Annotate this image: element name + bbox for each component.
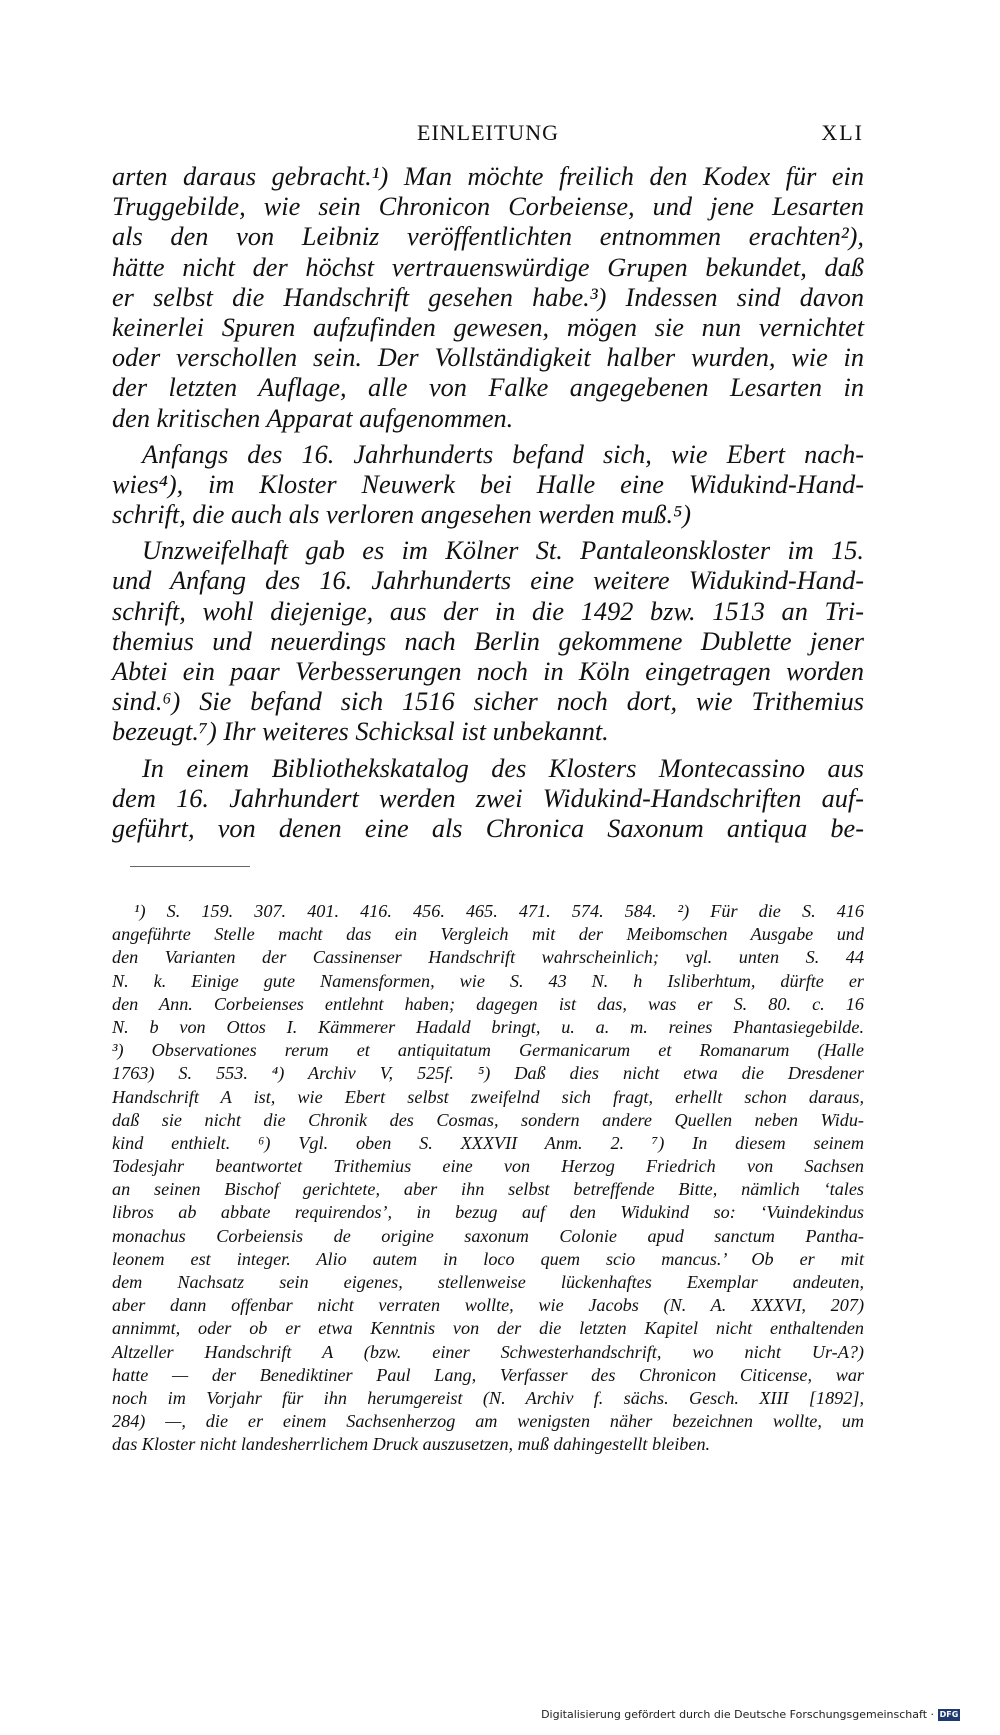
- footnote-line: den Ann. Corbeienses entlehnt haben; dagegen ist das, was er S. 80. c. 16: [112, 993, 864, 1014]
- text-line: schrift, wohl diejenige, aus der in die 1492 bzw. 1513 an Tri-: [112, 596, 864, 626]
- text-line: oder verschollen sein. Der Vollständigkeit halber wurden, wie in: [112, 343, 864, 373]
- footnote-line: libros ab abbate requirendos’, in bezug auf den Widukind so: ‘Vuindekindus: [112, 1202, 864, 1223]
- page-number: XLI: [821, 120, 864, 145]
- footnote-line: N. b von Ottos I. Kämmerer Hadald bringt, u. a. m. reines Phantasiegebilde.: [112, 1016, 864, 1037]
- footnote-line: den Varianten der Cassinenser Handschrift wahrscheinlich; vgl. unten S. 44: [112, 947, 864, 968]
- footnote-line: dem Nachsatz sein eigenes, stellenweise lückenhaftes Exemplar andeuten,: [112, 1272, 864, 1292]
- text-line: schrift, die auch als verloren angesehen werden muß.⁵): [112, 500, 692, 530]
- footnote-line: aber dann offenbar nicht verraten wollte, wie Jacobs (N. A. XXXVI, 207): [112, 1295, 864, 1316]
- footnote-line: an seinen Bischof gerichtete, aber ihn selbst betreffende Bitte, nämlich ‘tales: [112, 1179, 864, 1200]
- footnote-line: daß sie nicht die Chronik des Cosmas, sondern andere Quellen neben Widu-: [112, 1109, 864, 1130]
- footnote-line: Altzeller Handschrift A (bzw. einer Schwesterhandschrift, wo nicht Ur-A?): [112, 1341, 864, 1362]
- running-title: EINLEITUNG: [417, 120, 559, 145]
- text-line: und Anfang des 16. Jahrhunderts eine weitere Widukind-Hand-: [112, 566, 864, 596]
- footnote-line: 1763) S. 553. ⁴) Archiv V, 525f. ⁵) Daß dies nicht etwa die Dresdener: [112, 1063, 864, 1084]
- text-line: er selbst die Handschrift gesehen habe.³) Indessen sind davon: [112, 282, 864, 312]
- footnote-line: das Kloster nicht landesherrlichem Druck auszusetzen, muß dahingestellt bleiben.: [112, 1434, 711, 1455]
- text-line: keinerlei Spuren aufzufinden gewesen, mögen sie nun vernichtet: [112, 312, 864, 342]
- text-line: den kritischen Apparat aufgenommen.: [112, 403, 514, 433]
- text-line: geführt, von denen eine als Chronica Saxonum antiqua be-: [112, 813, 864, 843]
- footnote-line: 284) —, die er einem Sachsenherzog am wenigsten näher bezeichnen wollte, um: [112, 1411, 864, 1432]
- footnote-line: monachus Corbeiensis de origine saxonum Colonie apud sanctum Pantha-: [112, 1225, 864, 1246]
- footnote-line: Todesjahr beantwortet Trithemius eine von Herzog Friedrich von Sachsen: [112, 1156, 864, 1177]
- footnote-line: ³) Observationes rerum et antiquitatum Germanicarum et Romanarum (Halle: [112, 1040, 864, 1061]
- footnote-line: leonem est integer. Alio autem in loco quem scio mancus.’ Ob er mit: [112, 1248, 864, 1269]
- footnote-line: angeführte Stelle macht das ein Vergleich mit der Meibomschen Ausgabe und: [112, 924, 864, 945]
- footnote-line: N. k. Einige gute Namensformen, wie S. 43 N. h Isliberhtum, dürfte er: [112, 970, 864, 991]
- text-line: wies⁴), im Kloster Neuwerk bei Halle eine Widukind-Hand-: [112, 469, 864, 499]
- text-line: arten daraus gebracht.¹) Man möchte freilich den Kodex für ein: [112, 162, 864, 191]
- text-line: als den von Leibniz veröffentlichten entnommen erachten²),: [112, 222, 864, 252]
- footnote-separator: [130, 866, 250, 867]
- credit-text: Digitalisierung gefördert durch die Deutsche Forschungsgemeinschaft ·: [541, 1708, 934, 1721]
- main-text: [112, 162, 864, 844]
- text-line: In einem Bibliothekskatalog des Klosters Montecassino aus: [142, 753, 864, 783]
- footnote-line: ¹) S. 159. 307. 401. 416. 456. 465. 471. 574. 584. ²) Für die S. 416: [134, 901, 864, 921]
- text-line: Anfangs des 16. Jahrhunderts befand sich, wie Ebert nach-: [142, 439, 864, 469]
- text-line: hätte nicht der höchst vertrauenswürdige Grupen bekundet, daß: [112, 252, 864, 282]
- text-line: Unzweifelhaft gab es im Kölner St. Pantaleonskloster im 15.: [142, 536, 864, 566]
- text-line: der letzten Auflage, alle von Falke angegebenen Lesarten in: [112, 373, 864, 403]
- footnote-line: noch im Vorjahr für ihn herumgereist (N. Archiv f. sächs. Gesch. XIII [1892],: [112, 1387, 864, 1408]
- footnote-line: hatte — der Benediktiner Paul Lang, Verfasser des Chronicon Citicense, war: [112, 1364, 864, 1385]
- footnotes: [112, 900, 864, 1457]
- footnote-line: annimmt, oder ob er etwa Kenntnis von der die letzten Kapitel nicht enthaltenden: [112, 1318, 864, 1339]
- text-line: bezeugt.⁷) Ihr weiteres Schicksal ist unbekannt.: [112, 717, 609, 747]
- text-line: Abtei ein paar Verbesserungen noch in Köln eingetragen worden: [112, 657, 864, 686]
- dfg-logo-icon: DFG: [939, 1709, 959, 1719]
- text-line: themius und neuerdings nach Berlin gekommene Dublette jener: [112, 626, 864, 656]
- text-line: Truggebilde, wie sein Chronicon Corbeiense, und jene Lesarten: [112, 192, 864, 222]
- text-line: sind.⁶) Sie befand sich 1516 sicher noch dort, wie Trithemius: [112, 687, 864, 717]
- digitization-credit: [541, 1708, 960, 1721]
- footnote-line: Handschrift A ist, wie Ebert selbst zweifelnd sich fragt, erhellt schon daraus,: [112, 1086, 864, 1107]
- text-line: dem 16. Jahrhundert werden zwei Widukind-Handschriften auf-: [112, 783, 864, 813]
- page-header: [112, 112, 864, 152]
- footnote-line: kind enthielt. ⁶) Vgl. oben S. XXXVII Anm. 2. ⁷) In diesem seinem: [112, 1132, 864, 1153]
